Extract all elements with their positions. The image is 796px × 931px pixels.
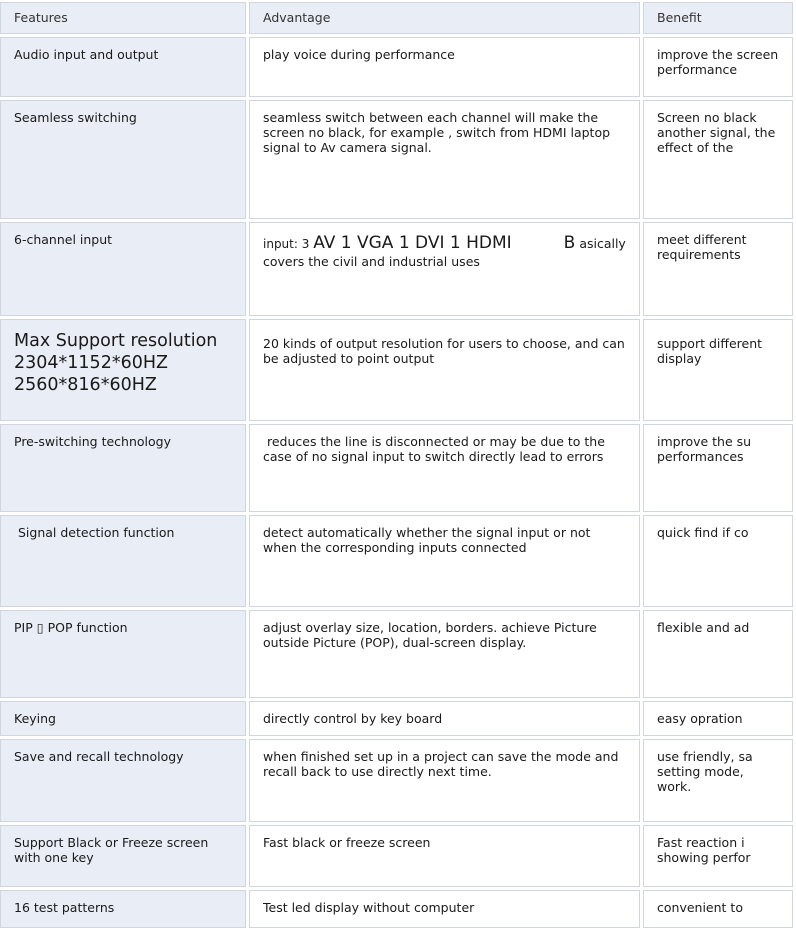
table-row bbox=[0, 222, 793, 316]
feature-cell: 6-channel input bbox=[0, 222, 246, 316]
feature-cell: Support Black or Freeze screen with one key bbox=[0, 825, 246, 887]
advantage-cell: 20 kinds of output resolution for users to choose, and can be adjusted to point output bbox=[249, 319, 640, 421]
advantage-text: asically covers the civil and industrial uses bbox=[263, 236, 626, 269]
feature-cell: 16 test patterns bbox=[0, 890, 246, 928]
table-row bbox=[0, 37, 793, 97]
advantage-cell: when finished set up in a project can save the mode and recall back to use directly next time. bbox=[249, 739, 640, 822]
advantage-cell: adjust overlay size, location, borders. achieve Picture outside Picture (POP), dual-screen display. bbox=[249, 610, 640, 698]
feature-cell: PIP ▯ POP function bbox=[0, 610, 246, 698]
advantage-text: input: 3 bbox=[263, 237, 314, 251]
advantage-cell: reduces the line is disconnected or may be due to the case of no signal input to switch directly lead to errors bbox=[249, 424, 640, 512]
benefit-cell: quick find if co bbox=[643, 515, 793, 607]
table-row bbox=[0, 515, 793, 607]
advantage-emphasis: AV 1 VGA 1 DVI 1 HDMI bbox=[313, 233, 512, 253]
benefit-cell: flexible and ad bbox=[643, 610, 793, 698]
advantage-initial: B bbox=[563, 233, 576, 253]
feature-line: 2560*816*60HZ bbox=[14, 375, 157, 395]
table-row bbox=[0, 825, 793, 887]
header-advantage: Advantage bbox=[249, 2, 640, 34]
table-row bbox=[0, 701, 793, 736]
advantage-cell bbox=[249, 222, 640, 316]
advantage-cell: seamless switch between each channel will make the screen no black, for example , switch from HDMI laptop signal to Av camera signal. bbox=[249, 100, 640, 219]
benefit-cell: support different display bbox=[643, 319, 793, 421]
benefit-cell: meet different requirements bbox=[643, 222, 793, 316]
table-row bbox=[0, 100, 793, 219]
table-row bbox=[0, 610, 793, 698]
feature-line: Max Support resolution bbox=[14, 331, 218, 351]
feature-cell: Signal detection function bbox=[0, 515, 246, 607]
advantage-cell: Test led display without computer bbox=[249, 890, 640, 928]
header-features: Features bbox=[0, 2, 246, 34]
advantage-cell: play voice during performance bbox=[249, 37, 640, 97]
table-row bbox=[0, 739, 793, 822]
advantage-cell: detect automatically whether the signal input or not when the corresponding inputs connected bbox=[249, 515, 640, 607]
feature-cell: Seamless switching bbox=[0, 100, 246, 219]
table-row bbox=[0, 890, 793, 928]
benefit-cell: easy opration bbox=[643, 701, 793, 736]
benefit-cell: Fast reaction i showing perfor bbox=[643, 825, 793, 887]
benefit-cell: improve the screen performance bbox=[643, 37, 793, 97]
feature-cell: Pre-switching technology bbox=[0, 424, 246, 512]
advantage-cell: Fast black or freeze screen bbox=[249, 825, 640, 887]
feature-cell: Audio input and output bbox=[0, 37, 246, 97]
benefit-cell: convenient to bbox=[643, 890, 793, 928]
header-benefit: Benefit bbox=[643, 2, 793, 34]
advantage-cell: directly control by key board bbox=[249, 701, 640, 736]
benefit-cell: improve the su performances bbox=[643, 424, 793, 512]
feature-cell bbox=[0, 319, 246, 421]
table-row bbox=[0, 319, 793, 421]
feature-cell: Save and recall technology bbox=[0, 739, 246, 822]
feature-cell: Keying bbox=[0, 701, 246, 736]
table-row bbox=[0, 424, 793, 512]
benefit-cell: Screen no black another signal, the effect of the bbox=[643, 100, 793, 219]
feature-line: 2304*1152*60HZ bbox=[14, 353, 168, 373]
table-header-row bbox=[0, 2, 793, 34]
benefit-cell: use friendly, sa setting mode, work. bbox=[643, 739, 793, 822]
